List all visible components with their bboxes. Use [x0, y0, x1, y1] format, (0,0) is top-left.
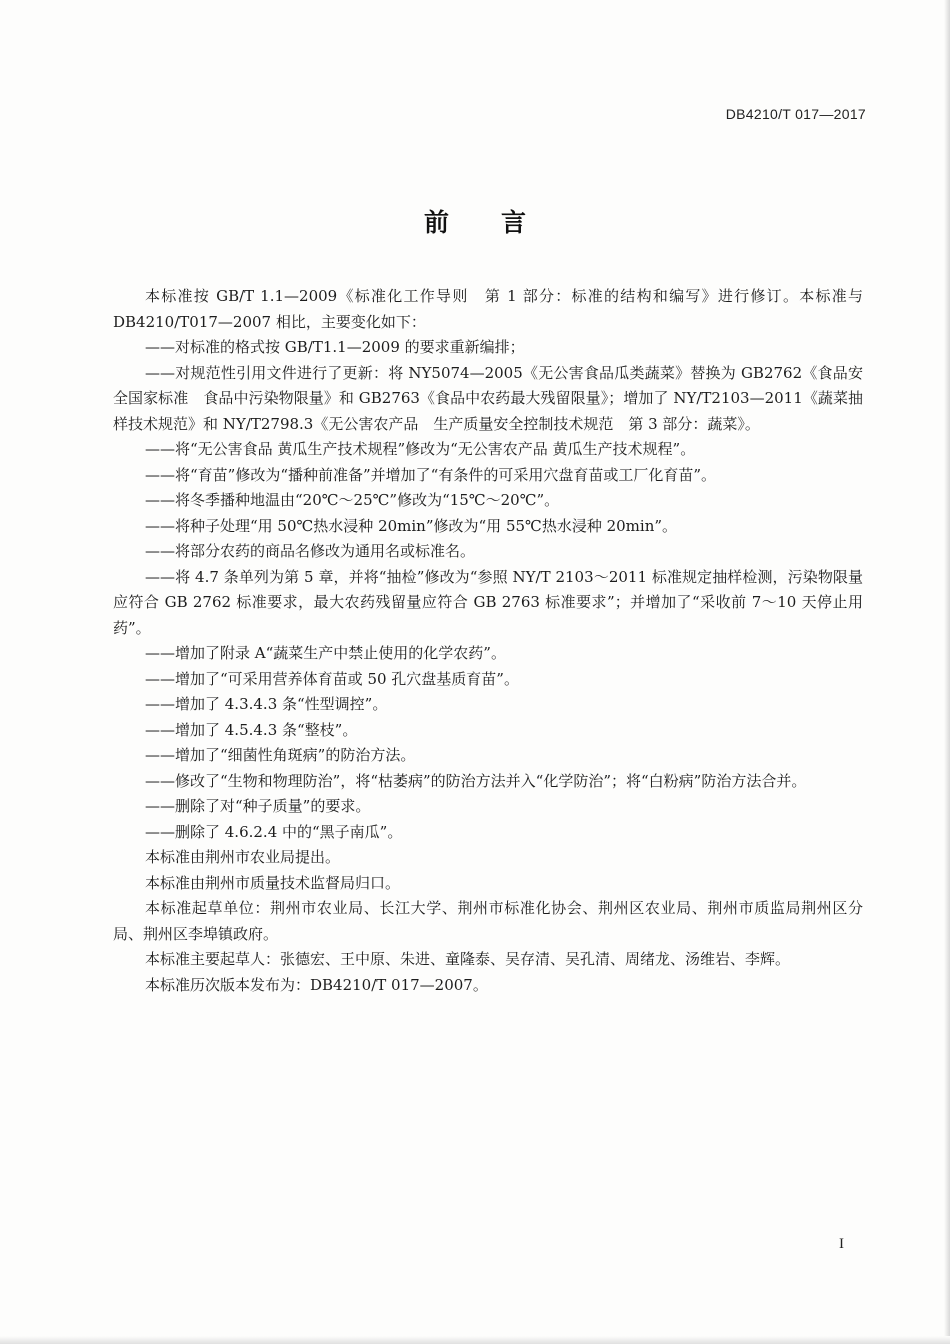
- change-item-control-methods: ——修改了“生物和物理防治”，将“枯萎病”的防治方法并入“化学防治”；将“白粉病”防治方法合并。: [145, 771, 807, 790]
- change-item-pruning: ——增加了 4.5.4.3 条“整枝”。: [145, 720, 358, 739]
- change-item-sex-regulation: ——增加了 4.3.4.3 条“性型调控”。: [145, 695, 388, 713]
- change-item-references: ——对规范性引用文件进行了更新：将 NY5074—2005《无公害食品瓜类蔬菜》替换为 GB2762《食品安全国家标准 食品中污染物限量》和 GB2763《食品中农药最大残留限量》；增加了 NY/T2103—2011《蔬菜抽样技术规范》和 NY/T2798.3《无公害农产品 生产质量安全控制技术规范 第 3 部分：蔬菜》。: [113, 363, 863, 433]
- change-item-soil-temperature: ——将冬季播种地温由“20℃～25℃”修改为“15℃～20℃”。: [145, 491, 560, 509]
- paragraph-administrator: 本标准由荆州市质量技术监督局归口。: [145, 873, 401, 892]
- paragraph-drafting-units: 本标准起草单位：荆州市农业局、长江大学、荆州市标准化协会、荆州区农业局、荆州市质监局荆州区分局、荆州区李埠镇政府。: [113, 899, 863, 943]
- page-number: I: [839, 1236, 844, 1252]
- change-item-title: ——将“无公害食品 黄瓜生产技术规程”修改为“无公害农产品 黄瓜生产技术规程”。: [145, 440, 696, 458]
- document-code: DB4210/T 017—2017: [725, 106, 866, 122]
- paragraph-versions: 本标准历次版本发布为：DB4210/T 017—2007。: [145, 975, 488, 994]
- paragraph-drafters: 本标准主要起草人：张德宏、王中原、朱进、童隆泰、吴存清、吴孔清、周绪龙、汤维岩、李辉。: [145, 950, 791, 968]
- change-item-seed-quality: ——删除了对“种子质量”的要求。: [145, 797, 371, 815]
- change-item-sampling: ——将 4.7 条单列为第 5 章，并将“抽检”修改为“参照 NY/T 2103～2011 标准规定抽样检测，污染物限量应符合 GB 2762 标准要求，最大农药残留量应符合 GB 2763 标准要求”；并增加了“采收前 7～10 天停止用药”。: [113, 567, 863, 637]
- change-item-appendix: ——增加了附录 A“蔬菜生产中禁止使用的化学农药”。: [145, 644, 506, 662]
- change-item-nutrient-seedling: ——增加了“可采用营养体育苗或 50 孔穴盘基质育苗”。: [145, 669, 519, 688]
- change-item-seed-treatment: ——将种子处理“用 50℃热水浸种 20min”修改为“用 55℃热水浸种 20min”。: [145, 516, 678, 535]
- change-item-bacterial-spot: ——增加了“细菌性角斑病”的防治方法。: [145, 746, 416, 764]
- change-item-pesticide-names: ——将部分农药的商品名修改为通用名或标准名。: [145, 542, 476, 560]
- change-item-seedling: ——将“育苗”修改为“播种前准备”并增加了“有条件的可采用穴盘育苗或工厂化育苗”。: [145, 465, 717, 484]
- paragraph-intro: 本标准按 GB/T 1.1—2009《标准化工作导则 第 1 部分：标准的结构和编写》进行修订。本标准与 DB4210/T017—2007 相比，主要变化如下：: [113, 287, 863, 331]
- scan-edge-right: [944, 0, 950, 1344]
- scan-edge-bottom: [0, 1336, 950, 1344]
- page-title: 前言: [423, 208, 578, 237]
- paragraph-proposer: 本标准由荆州市农业局提出。: [145, 848, 341, 866]
- foreword-body: [113, 284, 863, 998]
- change-item-format: ——对标准的格式按 GB/T1.1—2009 的要求重新编排；: [145, 338, 525, 356]
- change-item-black-seed-pumpkin: ——删除了 4.6.2.4 中的“黑子南瓜”。: [145, 822, 403, 841]
